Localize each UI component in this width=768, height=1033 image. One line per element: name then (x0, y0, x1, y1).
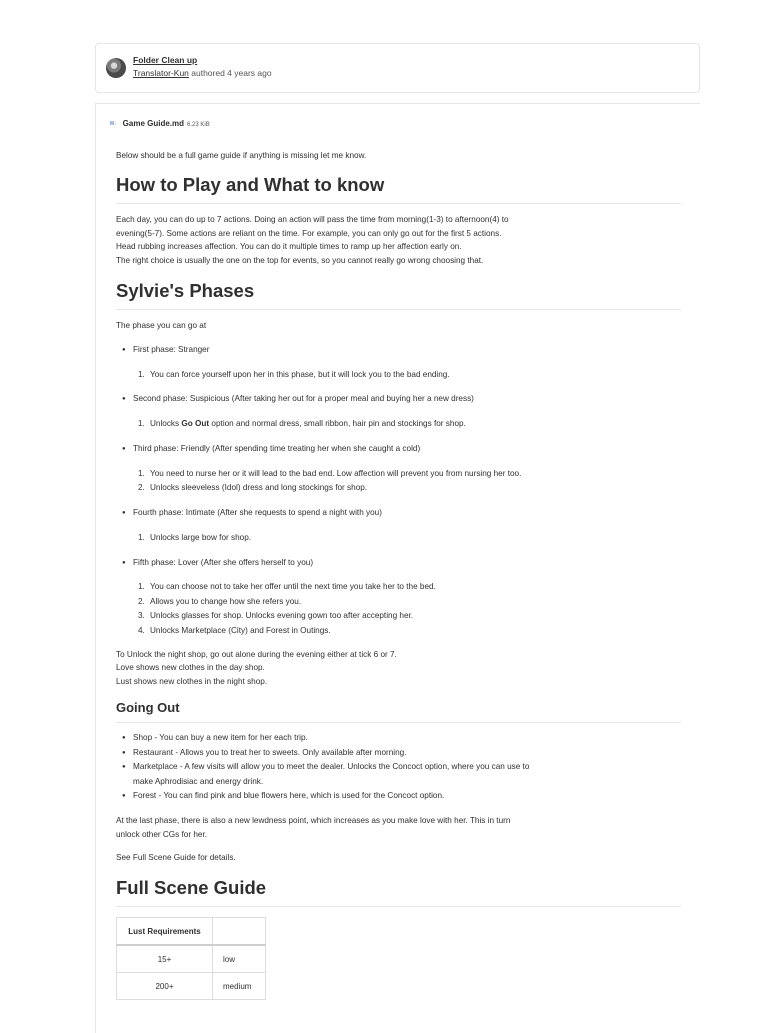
list-item: ● Fifth phase: Lover (After she offers herself to you) (122, 558, 314, 567)
list-item: 1. Unlocks large bow for shop. (138, 533, 252, 542)
file-header (110, 113, 210, 131)
list-item: ● Marketplace - A few visits will allow you to meet the dealer. Unlocks the Concoct option, where you can use to (122, 762, 530, 771)
file-size: 6.23 KiB (187, 122, 210, 128)
heading-rule (116, 722, 681, 723)
commit-action-text: authored 4 years ago (188, 68, 272, 78)
list-item-continuation: make Aphrodisiac and energy drink. (133, 777, 264, 786)
table-header-cell: Lust Requirements (117, 918, 213, 946)
list-item: ● Forest - You can find pink and blue flowers here, which is used for the Concoct option. (122, 791, 445, 800)
play-line: Head rubbing increases affection. You can do it multiple times to ramp up her affection early on. (116, 242, 462, 251)
file-name: Game Guide.md (122, 119, 185, 128)
list-item: ● Restaurant - Allows you to treat her to sweets. Only available after morning. (122, 748, 407, 757)
lewd-line: unlock other CGs for her. (116, 830, 208, 839)
play-line: evening(5-7). Some actions are reliant on the time. For example, you can only go out for the first 5 actions. (116, 229, 502, 238)
lust-requirements-table (116, 917, 266, 1000)
table-cell: medium (213, 973, 266, 1000)
commit-title-link[interactable]: Folder Clean up (133, 55, 198, 65)
commit-author-link[interactable]: Translator-Kun (133, 68, 189, 78)
last-commit-box (95, 43, 700, 93)
commit-meta (133, 68, 272, 78)
list-item: 3. Unlocks glasses for shop. Unlocks evening gown too after accepting her. (138, 611, 414, 620)
table-cell: 15+ (117, 945, 213, 973)
heading-sylvies-phases: Sylvie's Phases (116, 280, 255, 301)
shop-line: To Unlock the night shop, go out alone during the evening either at tick 6 or 7. (116, 650, 397, 659)
table-header-cell (213, 918, 266, 946)
shop-line: Lust shows new clothes in the night shop. (116, 677, 268, 686)
shop-line: Love shows new clothes in the day shop. (116, 663, 265, 672)
list-item: ● Fourth phase: Intimate (After she requests to spend a night with you) (122, 508, 382, 517)
table-cell: low (213, 945, 266, 973)
lewd-line: At the last phase, there is also a new lewdness point, which increases as you make love with her. This in turn (116, 816, 511, 825)
list-item: ● First phase: Stranger (122, 345, 210, 354)
list-item: 4. Unlocks Marketplace (City) and Forest in Outings. (138, 626, 331, 635)
see-full-text: See Full Scene Guide for details. (116, 853, 236, 862)
table-row (117, 945, 266, 973)
avatar[interactable] (106, 58, 126, 78)
play-line: Each day, you can do up to 7 actions. Doing an action will pass the time from morning(1-3) to afternoon(4) to (116, 215, 509, 224)
list-item: ● Third phase: Friendly (After spending time treating her when she caught a cold) (122, 444, 421, 453)
heading-going-out: Going Out (116, 700, 180, 715)
table-header-row (117, 918, 266, 946)
heading-rule (116, 203, 681, 204)
list-item: ● Shop - You can buy a new item for her each trip. (122, 733, 308, 742)
list-item: 2. Unlocks sleeveless (Idol) dress and long stockings for shop. (138, 483, 368, 492)
heading-full-scene-guide: Full Scene Guide (116, 877, 267, 898)
markdown-file-icon: M↓ (110, 121, 117, 127)
phases-intro: The phase you can go at (116, 321, 207, 330)
list-item: 1. You can choose not to take her offer until the next time you take her to the bed. (138, 582, 436, 591)
list-item: ● Second phase: Suspicious (After taking her out for a proper meal and buying her a new dress) (122, 394, 474, 403)
table-row (117, 973, 266, 1000)
table-cell: 200+ (117, 973, 213, 1000)
list-item: 1. Unlocks Go Out option and normal dress, small ribbon, hair pin and stockings for shop. (138, 419, 466, 428)
play-line: The right choice is usually the one on the top for events, so you cannot really go wrong choosing that. (116, 256, 484, 265)
heading-rule (116, 309, 681, 310)
heading-rule (116, 906, 681, 907)
list-item: 1. You can force yourself upon her in this phase, but it will lock you to the bad ending. (138, 370, 450, 379)
heading-how-to-play: How to Play and What to know (116, 174, 385, 195)
list-item: 2. Allows you to change how she refers you. (138, 597, 302, 606)
intro-text: Below should be a full game guide if anything is missing let me know. (116, 151, 367, 160)
list-item: 1. You need to nurse her or it will lead to the bad end. Low affection will prevent you from nursing her too. (138, 469, 522, 478)
